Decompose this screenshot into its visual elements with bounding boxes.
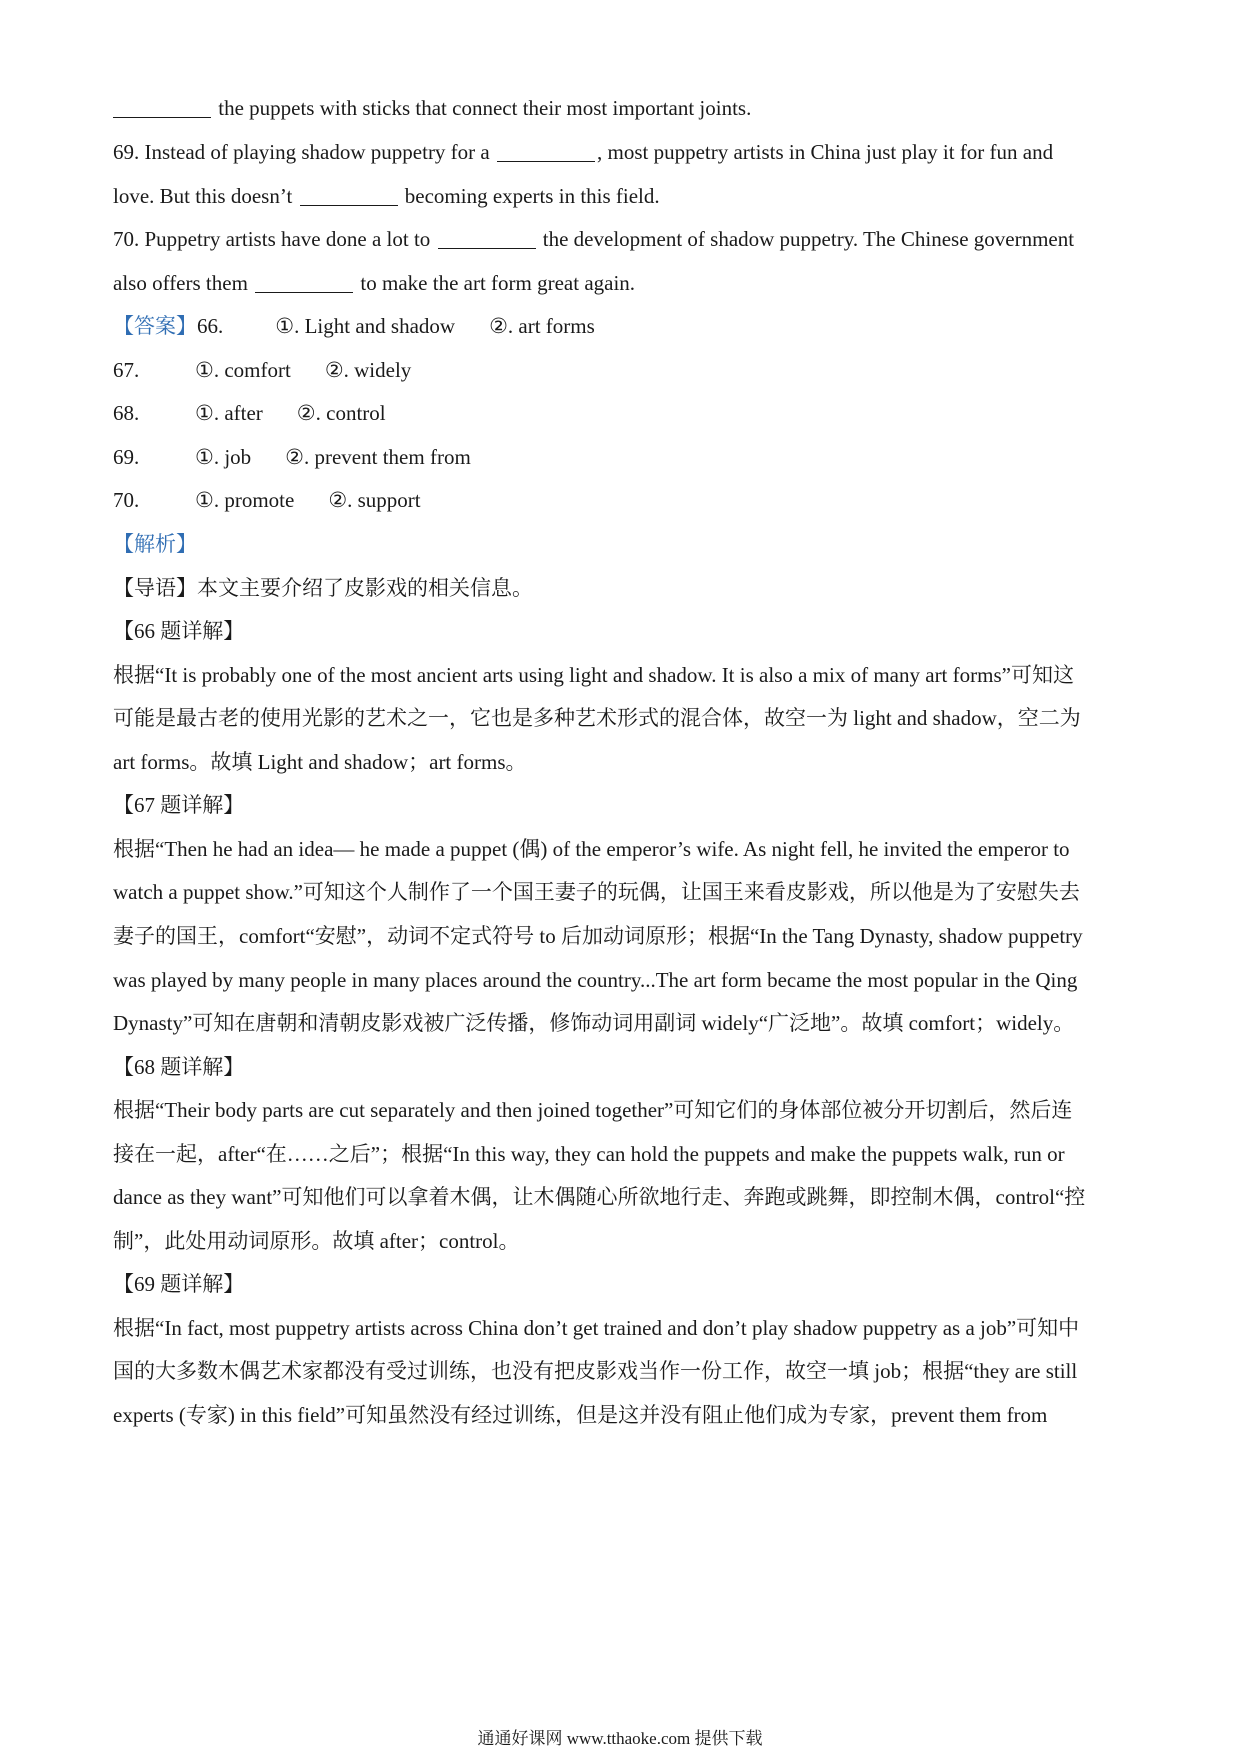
q67-line: Dynasty”可知在唐朝和清朝皮影戏被广泛传播，修饰动词用副词 widely“广泛地”。故填 comfort；widely。 [113,1011,1075,1035]
answer-number: 68. [113,401,140,425]
answer-row-66 [113,312,1140,340]
answer-row-69 [113,443,1140,471]
answer-label: 【答案】 [113,314,197,338]
answer-option: ②. widely [324,358,412,382]
q68-line: 制”，此处用动词原形。故填 after；control。 [113,1229,520,1253]
answer-number: 69. [113,445,140,469]
q66-heading: 【66 题详解】 [113,619,245,643]
answer-option: ②. prevent them from [285,445,471,469]
question-text: the puppets with sticks that connect their most important joints. [213,96,752,120]
answer-number: 70. [113,488,140,512]
analysis-intro: 【导语】本文主要介绍了皮影戏的相关信息。 [113,576,533,600]
answer-blank [255,272,353,293]
q68-heading: 【68 题详解】 [113,1055,245,1079]
analysis-label: 【解析】 [113,532,197,556]
question-number: 69. [113,140,145,164]
q68-line: 根据“Their body parts are cut separately and then joined together”可知它们的身体部位被分开切割后，然后连 [113,1098,1073,1122]
answer-row-67 [113,356,1140,384]
question-text: to make the art form great again. [355,271,636,295]
page-footer: 通通好课网 www.tthaoke.com 提供下载 [477,1729,763,1748]
answer-blank [497,141,595,162]
answer-number: 66. [197,314,224,338]
answer-blank [113,97,211,118]
question-68-tail [113,94,1140,122]
q69-line: experts (专家) in this field”可知虽然没有经过训练，但是这并没有阻止他们成为专家，prevent them from [113,1403,1048,1427]
q67-line: was played by many people in many places around the country...The art form became the most popular in the Qing [113,968,1078,992]
question-text: also offers them [113,271,254,295]
q66-line: 根据“It is probably one of the most ancient arts using light and shadow. It is also a mix of many art forms”可知这 [113,663,1074,687]
q67-line: watch a puppet show.”可知这个人制作了一个国王妻子的玩偶，让国王来看皮影戏，所以他是为了安慰失去 [113,880,1080,904]
question-text: the development of shadow puppetry. The Chinese government [537,227,1075,251]
answer-blank [438,228,536,249]
question-text: Puppetry artists have done a lot to [144,227,436,251]
q68-line: 接在一起，after“在……之后”；根据“In this way, they can hold the puppets and make the puppets walk, run or [113,1142,1065,1166]
question-70-line-1 [113,225,1140,253]
answer-option: ②. control [296,401,386,425]
question-70-line-2 [113,269,1140,297]
question-text: love. But this doesn’t [113,184,298,208]
q69-line: 国的大多数木偶艺术家都没有受过训练，也没有把皮影戏当作一份工作，故空一填 job；根据“they are still [113,1359,1078,1383]
q67-line: 根据“Then he had an idea— he made a puppet (偶) of the emperor’s wife. As night fell, he invited the emperor to [113,837,1070,861]
answer-option: ①. Light and shadow [275,314,456,338]
question-text: becoming experts in this field. [399,184,660,208]
answer-option: ①. job [195,445,252,469]
answer-option: ①. after [195,401,263,425]
question-69-line-1 [113,138,1140,166]
answer-row-70 [113,486,1140,514]
answer-option: ①. comfort [195,358,291,382]
answer-row-68 [113,399,1140,427]
q66-line: art forms。故填 Light and shadow；art forms。 [113,750,527,774]
answer-option: ②. support [328,488,421,512]
question-text: Instead of playing shadow puppetry for a [144,140,495,164]
q69-line: 根据“In fact, most puppetry artists across China don’t get trained and don’t play shadow puppetry as a job”可知中 [113,1316,1080,1340]
q67-line: 妻子的国王，comfort“安慰”，动词不定式符号 to 后加动词原形；根据“In the Tang Dynasty, shadow puppetry [113,924,1083,948]
answer-option: ①. promote [195,488,295,512]
answer-number: 67. [113,358,140,382]
answer-option: ②. art forms [489,314,595,338]
question-text: , most puppetry artists in China just play it for fun and [597,140,1054,164]
answer-blank [300,185,398,206]
question-number: 70. [113,227,145,251]
q69-heading: 【69 题详解】 [113,1272,245,1296]
question-69-line-2 [113,182,1140,210]
q68-line: dance as they want”可知他们可以拿着木偶，让木偶随心所欲地行走、奔跑或跳舞，即控制木偶，control“控 [113,1185,1086,1209]
q66-line: 可能是最古老的使用光影的艺术之一，它也是多种艺术形式的混合体，故空一为 light and shadow，空二为 [113,706,1081,730]
q67-heading: 【67 题详解】 [113,793,245,817]
